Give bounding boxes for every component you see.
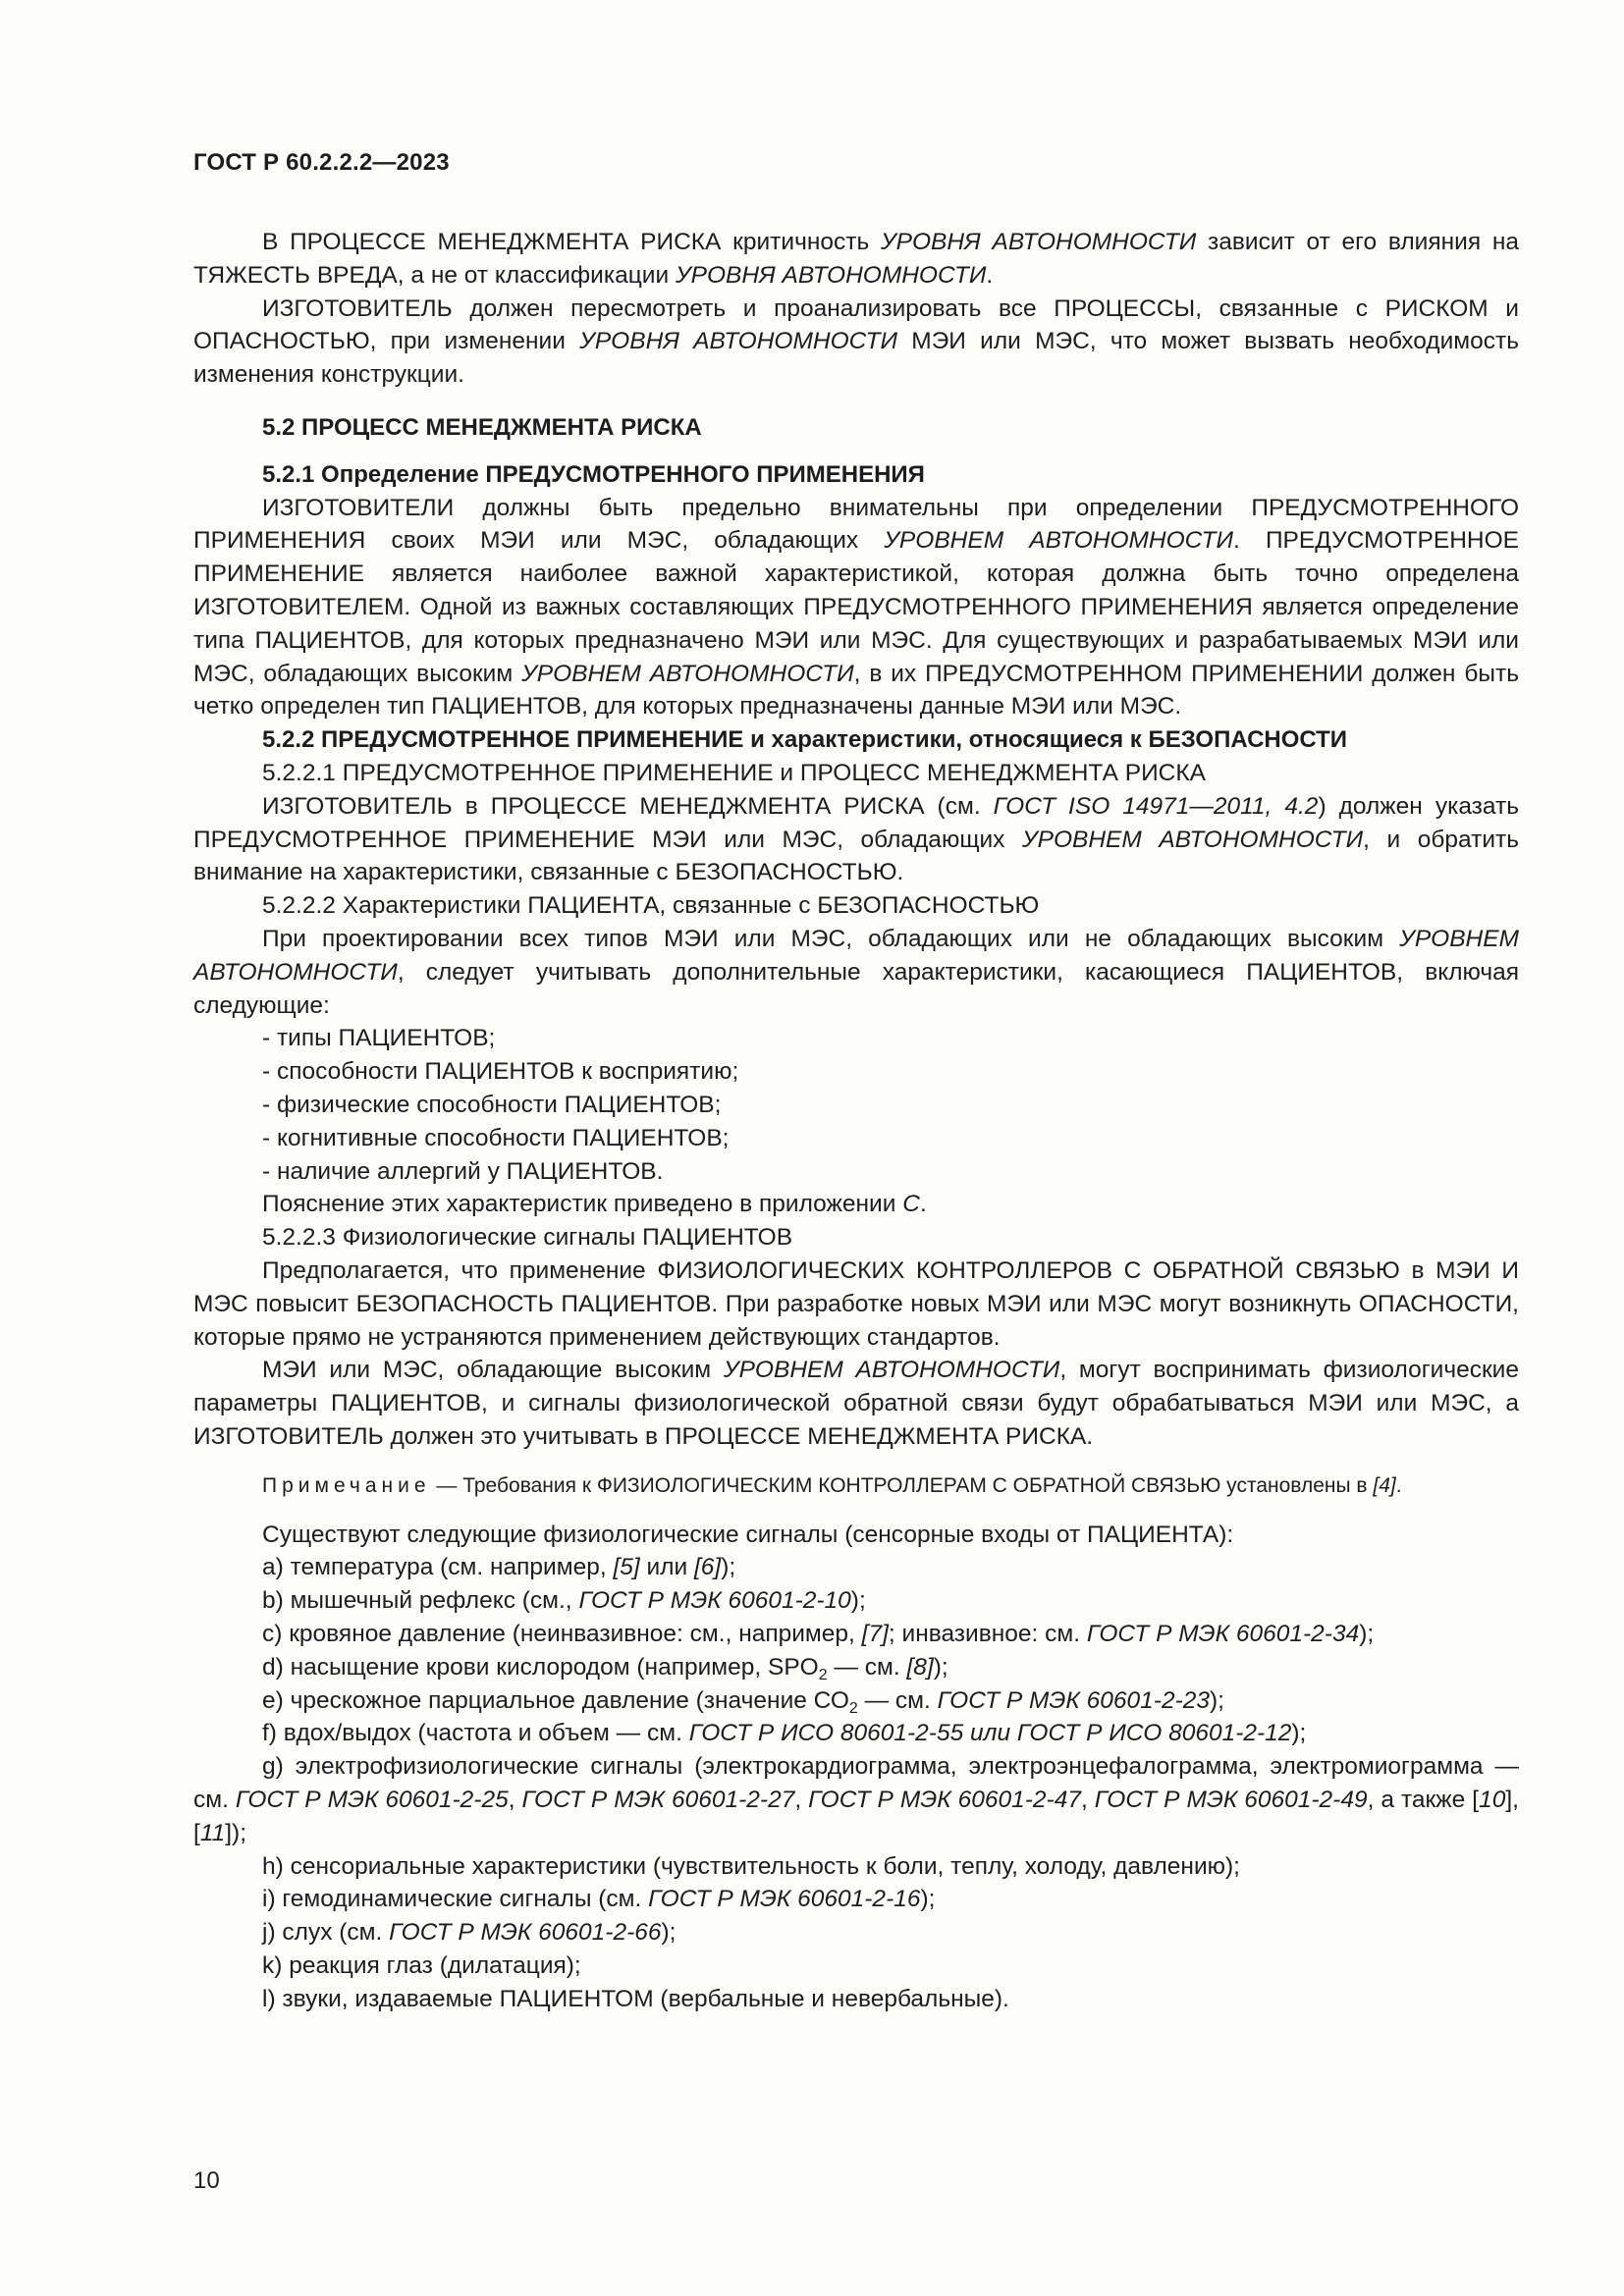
paragraph-risk-level: В ПРОЦЕССЕ МЕНЕДЖМЕНТА РИСКА критичность УРОВНЯ АВТОНОМНОСТИ зависит от его влияния на ТЯЖЕСТЬ ВРЕДА, а не от классификации УРОВНЯ АВТОНОМНОСТИ. [193,229,1519,289]
note-label: Примечание [262,1473,431,1497]
list-item: - когнитивные способности ПАЦИЕНТОВ; [262,1124,730,1151]
list-item: - способности ПАЦИЕНТОВ к восприятию; [262,1058,739,1086]
paragraph-physiological-params: МЭИ или МЭС, обладающие высоким УРОВНЕМ АВТОНОМНОСТИ, могут воспринимать физиологические параметры ПАЦИЕНТОВ, и сигналы физиологической обратной связи будут обрабатываться МЭИ или МЭС, а ИЗГОТОВИТЕЛЬ должен это учитывать в ПРОЦЕССЕ МЕНЕДЖМЕНТА РИСКА. [193,1357,1519,1450]
list-item: - наличие аллергий у ПАЦИЕНТОВ. [262,1157,664,1185]
list-item: е) чрескожное парциальное давление (значение $СО_2$ — см. ГОСТ Р МЭК 60601-2-23); [262,1686,1224,1717]
patient-characteristics-list [193,1022,1519,1188]
list-item: d) насыщение крови кислородом (например, $SPO_2$ — см. [8]); [262,1653,948,1683]
paragraph-5-2-2-1: ИЗГОТОВИТЕЛЬ в ПРОЦЕССЕ МЕНЕДЖМЕНТА РИСКА (см. ГОСТ ISO 14971—2011, 4.2) должен указать ПРЕДУСМОТРЕННОЕ ПРИМЕНЕНИЕ МЭИ или МЭС, обладающих УРОВНЕМ АВТОНОМНОСТИ, и обратить внимание на характеристики, связанные с БЕЗОПАСНОСТЬЮ. [193,792,1519,886]
list-item: с) кровяное давление (неинвазивное: см., например, [7]; инвазивное: см. ГОСТ Р МЭК 60601-2-34); [262,1621,1375,1648]
list-item: b) мышечный рефлекс (см., ГОСТ Р МЭК 60601-2-10); [262,1587,866,1615]
note: Примечание — Требования к ФИЗИОЛОГИЧЕСКИМ КОНТРОЛЛЕРАМ С ОБРАТНОЙ СВЯЗЬЮ установлены в [4]. [262,1473,1402,1497]
list-item: f) вдох/выдох (частота и объем — см. ГОСТ Р ИСО 80601-2-55 или ГОСТ Р ИСО 80601-2-12); [262,1720,1307,1747]
list-item: j) слух (см. ГОСТ Р МЭК 60601-2-66); [262,1919,677,1947]
page-number: 10 [193,2167,220,2194]
paragraph-5-2-2-2: При проектировании всех типов МЭИ или МЭС, обладающих или не обладающих высоким УРОВНЕМ АВТОНОМНОСТИ, следует учитывать дополнительные характеристики, касающиеся ПАЦИЕНТОВ, включая следующие: [193,925,1519,1019]
list-item: g) электрофизиологические сигналы (электрокардиограмма, электроэнцефалограмма, электромиограмма — см. ГОСТ Р МЭК 60601-2-25, ГОСТ Р МЭК 60601-2-27, ГОСТ Р МЭК 60601-2-47, ГОСТ Р МЭК 60601-2-49, а также [10], [11]); [193,1753,1519,1846]
section-5-2-2-1-title: 5.2.2.1 ПРЕДУСМОТРЕННОЕ ПРИМЕНЕНИЕ и ПРОЦЕСС МЕНЕДЖМЕНТА РИСКА [262,759,1206,786]
document-body [193,226,1519,2016]
section-5-2-title: 5.2 ПРОЦЕСС МЕНЕДЖМЕНТА РИСКА [262,413,702,441]
signals-intro: Существуют следующие физиологические сигналы (сенсорные входы от ПАЦИЕНТА): [262,1521,1234,1548]
paragraph-intended-use: ИЗГОТОВИТЕЛИ должны быть предельно внимательны при определении ПРЕДУСМОТРЕННОГО ПРИМЕНЕНИЯ своих МЭИ или МЭС, обладающих УРОВНЕМ АВТОНОМНОСТИ. ПРЕДУСМОТРЕННОЕ ПРИМЕНЕНИЕ является наиболее важной характеристикой, которая должна быть точно определена ИЗГОТОВИТЕЛЕМ. Одной из важных составляющих ПРЕДУСМОТРЕННОГО ПРИМЕНЕНИЯ является определение типа ПАЦИЕНТОВ, для которых предназначено МЭИ или МЭС. Для существующих и разрабатываемых МЭИ или МЭС, обладающих высоким УРОВНЕМ АВТОНОМНОСТИ, в их ПРЕДУСМОТРЕННОМ ПРИМЕНЕНИИ должен быть четко определен тип ПАЦИЕНТОВ, для которых предназначены данные МЭИ или МЭС. [193,494,1519,721]
list-item: - физические способности ПАЦИЕНТОВ; [262,1091,722,1118]
paragraph-feedback-controllers: Предполагается, что применение ФИЗИОЛОГИЧЕСКИХ КОНТРОЛЛЕРОВ С ОБРАТНОЙ СВЯЗЬЮ в МЭИ И МЭС повысит БЕЗОПАСНОСТЬ ПАЦИЕНТОВ. При разработке новых МЭИ или МЭС могут возникнуть ОПАСНОСТИ, которые прямо не устраняются применением действующих стандартов. [193,1256,1519,1351]
list-item: k) реакция глаз (дилатация); [262,1952,581,1980]
physiological-signals-list [193,1551,1519,2015]
section-5-2-2-3-title: 5.2.2.3 Физиологические сигналы ПАЦИЕНТОВ [262,1224,793,1252]
section-5-2-2-2-title: 5.2.2.2 Характеристики ПАЦИЕНТА, связанные с БЕЗОПАСНОСТЬЮ [262,892,1040,920]
list-item: l) звуки, издаваемые ПАЦИЕНТОМ (вербальные и невербальные). [262,1985,1009,2012]
list-item: h) сенсориальные характеристики (чувствительность к боли, теплу, холоду, давлению); [262,1852,1240,1880]
document-code-header: ГОСТ Р 60.2.2.2—2023 [193,149,450,176]
paragraph-annex-reference: Пояснение этих характеристик приведено в приложении С. [262,1191,927,1218]
section-5-2-1-title: 5.2.1 Определение ПРЕДУСМОТРЕННОГО ПРИМЕНЕНИЯ [262,460,925,488]
paragraph-manufacturer-review: ИЗГОТОВИТЕЛЬ должен пересмотреть и проанализировать все ПРОЦЕССЫ, связанные с РИСКОМ и ОПАСНОСТЬЮ, при изменении УРОВНЯ АВТОНОМНОСТИ МЭИ или МЭС, что может вызвать необходимость изменения конструкции. [193,294,1519,389]
list-item: а) температура (см. например, [5] или [6]); [262,1554,736,1581]
section-5-2-2-title: 5.2.2 ПРЕДУСМОТРЕННОЕ ПРИМЕНЕНИЕ и характеристики, относящиеся к БЕЗОПАСНОСТИ [262,726,1348,754]
list-item: - типы ПАЦИЕНТОВ; [262,1025,496,1052]
list-item: i) гемодинамические сигналы (см. ГОСТ Р МЭК 60601-2-16); [262,1886,936,1913]
